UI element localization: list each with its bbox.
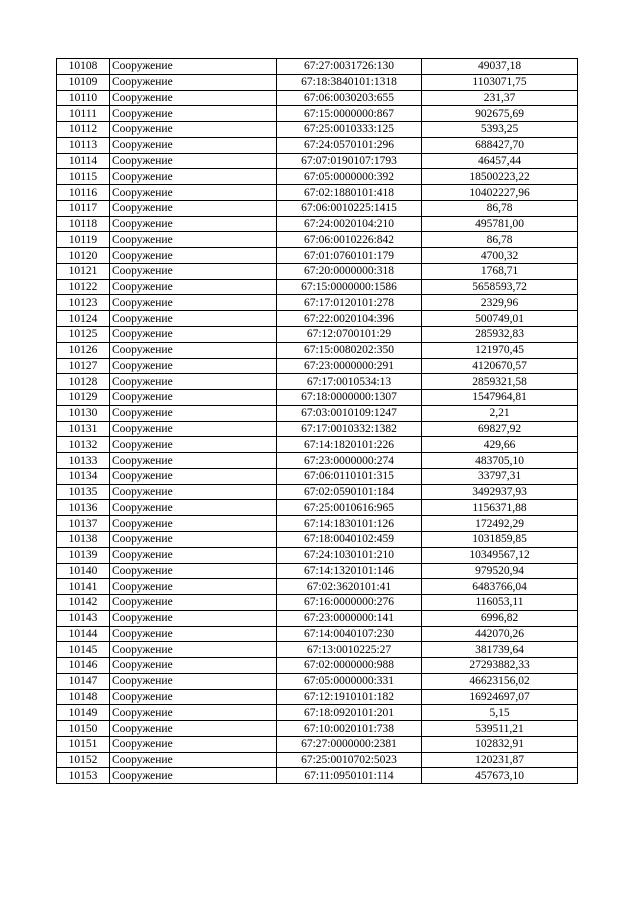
object-type-cell: Сооружение: [110, 595, 277, 611]
table-row: [57, 311, 578, 327]
object-type-cell: Сооружение: [110, 279, 277, 295]
object-type-cell: Сооружение: [110, 90, 277, 106]
table-row: [57, 232, 578, 248]
cadastral-value-cell: 121970,45: [422, 342, 578, 358]
cadastral-value-cell: 3492937,93: [422, 484, 578, 500]
table-row: [57, 610, 578, 626]
row-number-cell: 10133: [57, 453, 110, 469]
cadastral-value-cell: 500749,01: [422, 311, 578, 327]
cadastral-number-cell: 67:15:0000000:867: [277, 106, 422, 122]
object-type-cell: Сооружение: [110, 484, 277, 500]
cadastral-value-cell: 116053,11: [422, 595, 578, 611]
table-row: [57, 516, 578, 532]
object-type-cell: Сооружение: [110, 74, 277, 90]
table-row: [57, 153, 578, 169]
object-type-cell: Сооружение: [110, 547, 277, 563]
object-type-cell: Сооружение: [110, 232, 277, 248]
object-type-cell: Сооружение: [110, 610, 277, 626]
cadastral-value-cell: 120231,87: [422, 752, 578, 768]
cadastral-value-cell: 6483766,04: [422, 579, 578, 595]
table-row: [57, 689, 578, 705]
cadastral-number-cell: 67:18:0920101:201: [277, 705, 422, 721]
row-number-cell: 10131: [57, 421, 110, 437]
cadastral-value-cell: 2859321,58: [422, 374, 578, 390]
cadastral-number-cell: 67:14:1830101:126: [277, 516, 422, 532]
cadastral-value-cell: 18500223,22: [422, 169, 578, 185]
table-row: [57, 185, 578, 201]
cadastral-value-cell: 4120670,57: [422, 358, 578, 374]
table-row: [57, 106, 578, 122]
row-number-cell: 10129: [57, 390, 110, 406]
row-number-cell: 10134: [57, 468, 110, 484]
object-type-cell: Сооружение: [110, 437, 277, 453]
table-row: [57, 137, 578, 153]
cadastral-value-cell: 1103071,75: [422, 74, 578, 90]
cadastral-number-cell: 67:05:0000000:392: [277, 169, 422, 185]
cadastral-number-cell: 67:02:0590101:184: [277, 484, 422, 500]
cadastral-number-cell: 67:06:0110101:315: [277, 468, 422, 484]
cadastral-value-cell: 495781,00: [422, 216, 578, 232]
cadastral-number-cell: 67:03:0010109:1247: [277, 405, 422, 421]
table-row: [57, 405, 578, 421]
object-type-cell: Сооружение: [110, 106, 277, 122]
cadastral-value-cell: 86,78: [422, 232, 578, 248]
row-number-cell: 10111: [57, 106, 110, 122]
cadastral-value-cell: 46457,44: [422, 153, 578, 169]
cadastral-value-cell: 381739,64: [422, 642, 578, 658]
object-type-cell: Сооружение: [110, 327, 277, 343]
cadastral-value-cell: 46623156,02: [422, 673, 578, 689]
cadastral-value-cell: 539511,21: [422, 721, 578, 737]
row-number-cell: 10142: [57, 595, 110, 611]
row-number-cell: 10144: [57, 626, 110, 642]
table-row: [57, 74, 578, 90]
table-row: [57, 468, 578, 484]
cadastral-value-cell: 429,66: [422, 437, 578, 453]
table-row: [57, 59, 578, 75]
registry-table-body: [57, 59, 578, 784]
table-row: [57, 358, 578, 374]
cadastral-value-cell: 979520,94: [422, 563, 578, 579]
object-type-cell: Сооружение: [110, 563, 277, 579]
object-type-cell: Сооружение: [110, 705, 277, 721]
object-type-cell: Сооружение: [110, 516, 277, 532]
table-row: [57, 279, 578, 295]
row-number-cell: 10136: [57, 500, 110, 516]
cadastral-value-cell: 1547964,81: [422, 390, 578, 406]
row-number-cell: 10121: [57, 263, 110, 279]
object-type-cell: Сооружение: [110, 421, 277, 437]
table-row: [57, 122, 578, 138]
cadastral-value-cell: 285932,83: [422, 327, 578, 343]
table-row: [57, 90, 578, 106]
cadastral-value-cell: 5,15: [422, 705, 578, 721]
cadastral-value-cell: 1031859,85: [422, 531, 578, 547]
table-row: [57, 626, 578, 642]
object-type-cell: Сооружение: [110, 736, 277, 752]
cadastral-number-cell: 67:22:0020104:396: [277, 311, 422, 327]
cadastral-number-cell: 67:23:0000000:274: [277, 453, 422, 469]
table-row: [57, 484, 578, 500]
object-type-cell: Сооружение: [110, 500, 277, 516]
cadastral-number-cell: 67:25:0010702:5023: [277, 752, 422, 768]
cadastral-number-cell: 67:14:1320101:146: [277, 563, 422, 579]
cadastral-number-cell: 67:27:0031726:130: [277, 59, 422, 75]
table-row: [57, 390, 578, 406]
cadastral-number-cell: 67:12:0700101:29: [277, 327, 422, 343]
row-number-cell: 10148: [57, 689, 110, 705]
cadastral-number-cell: 67:18:0040102:459: [277, 531, 422, 547]
cadastral-value-cell: 4700,32: [422, 248, 578, 264]
cadastral-value-cell: 49037,18: [422, 59, 578, 75]
object-type-cell: Сооружение: [110, 689, 277, 705]
cadastral-value-cell: 27293882,33: [422, 658, 578, 674]
registry-table: [56, 58, 578, 784]
object-type-cell: Сооружение: [110, 390, 277, 406]
row-number-cell: 10139: [57, 547, 110, 563]
object-type-cell: Сооружение: [110, 768, 277, 784]
table-row: [57, 673, 578, 689]
cadastral-number-cell: 67:24:1030101:210: [277, 547, 422, 563]
object-type-cell: Сооружение: [110, 468, 277, 484]
object-type-cell: Сооружение: [110, 216, 277, 232]
row-number-cell: 10117: [57, 200, 110, 216]
cadastral-value-cell: 5393,25: [422, 122, 578, 138]
row-number-cell: 10147: [57, 673, 110, 689]
table-row: [57, 500, 578, 516]
cadastral-value-cell: 483705,10: [422, 453, 578, 469]
row-number-cell: 10119: [57, 232, 110, 248]
table-row: [57, 263, 578, 279]
cadastral-number-cell: 67:18:3840101:1318: [277, 74, 422, 90]
cadastral-value-cell: 16924697,07: [422, 689, 578, 705]
row-number-cell: 10120: [57, 248, 110, 264]
row-number-cell: 10128: [57, 374, 110, 390]
cadastral-number-cell: 67:23:0000000:291: [277, 358, 422, 374]
table-row: [57, 295, 578, 311]
cadastral-value-cell: 102832,91: [422, 736, 578, 752]
cadastral-number-cell: 67:25:0010333:125: [277, 122, 422, 138]
cadastral-number-cell: 67:01:0760101:179: [277, 248, 422, 264]
row-number-cell: 10132: [57, 437, 110, 453]
object-type-cell: Сооружение: [110, 122, 277, 138]
table-row: [57, 752, 578, 768]
cadastral-value-cell: 10402227,96: [422, 185, 578, 201]
cadastral-number-cell: 67:02:3620101:41: [277, 579, 422, 595]
row-number-cell: 10125: [57, 327, 110, 343]
cadastral-value-cell: 2,21: [422, 405, 578, 421]
object-type-cell: Сооружение: [110, 453, 277, 469]
row-number-cell: 10150: [57, 721, 110, 737]
row-number-cell: 10145: [57, 642, 110, 658]
object-type-cell: Сооружение: [110, 374, 277, 390]
table-row: [57, 327, 578, 343]
row-number-cell: 10137: [57, 516, 110, 532]
row-number-cell: 10112: [57, 122, 110, 138]
row-number-cell: 10110: [57, 90, 110, 106]
cadastral-value-cell: 69827,92: [422, 421, 578, 437]
cadastral-number-cell: 67:12:1910101:182: [277, 689, 422, 705]
object-type-cell: Сооружение: [110, 531, 277, 547]
cadastral-number-cell: 67:18:0000000:1307: [277, 390, 422, 406]
cadastral-number-cell: 67:14:1820101:226: [277, 437, 422, 453]
cadastral-value-cell: 86,78: [422, 200, 578, 216]
cadastral-number-cell: 67:17:0010534:13: [277, 374, 422, 390]
table-row: [57, 721, 578, 737]
cadastral-number-cell: 67:05:0000000:331: [277, 673, 422, 689]
table-row: [57, 658, 578, 674]
cadastral-number-cell: 67:17:0120101:278: [277, 295, 422, 311]
cadastral-number-cell: 67:06:0030203:655: [277, 90, 422, 106]
row-number-cell: 10151: [57, 736, 110, 752]
table-row: [57, 547, 578, 563]
cadastral-number-cell: 67:24:0570101:296: [277, 137, 422, 153]
object-type-cell: Сооружение: [110, 153, 277, 169]
table-row: [57, 595, 578, 611]
row-number-cell: 10130: [57, 405, 110, 421]
row-number-cell: 10135: [57, 484, 110, 500]
cadastral-number-cell: 67:06:0010226:842: [277, 232, 422, 248]
cadastral-value-cell: 457673,10: [422, 768, 578, 784]
row-number-cell: 10149: [57, 705, 110, 721]
cadastral-number-cell: 67:13:0010225:27: [277, 642, 422, 658]
cadastral-value-cell: 2329,96: [422, 295, 578, 311]
row-number-cell: 10126: [57, 342, 110, 358]
cadastral-number-cell: 67:02:0000000:988: [277, 658, 422, 674]
cadastral-number-cell: 67:27:0000000:2381: [277, 736, 422, 752]
cadastral-value-cell: 688427,70: [422, 137, 578, 153]
cadastral-number-cell: 67:02:1880101:418: [277, 185, 422, 201]
object-type-cell: Сооружение: [110, 248, 277, 264]
table-row: [57, 531, 578, 547]
row-number-cell: 10153: [57, 768, 110, 784]
cadastral-value-cell: 33797,31: [422, 468, 578, 484]
table-row: [57, 421, 578, 437]
cadastral-number-cell: 67:15:0000000:1586: [277, 279, 422, 295]
object-type-cell: Сооружение: [110, 405, 277, 421]
cadastral-number-cell: 67:15:0080202:350: [277, 342, 422, 358]
row-number-cell: 10109: [57, 74, 110, 90]
table-row: [57, 169, 578, 185]
table-row: [57, 453, 578, 469]
table-row: [57, 642, 578, 658]
table-row: [57, 705, 578, 721]
table-row: [57, 768, 578, 784]
row-number-cell: 10141: [57, 579, 110, 595]
row-number-cell: 10113: [57, 137, 110, 153]
cadastral-number-cell: 67:16:0000000:276: [277, 595, 422, 611]
cadastral-value-cell: 902675,69: [422, 106, 578, 122]
row-number-cell: 10123: [57, 295, 110, 311]
cadastral-number-cell: 67:11:0950101:114: [277, 768, 422, 784]
table-row: [57, 579, 578, 595]
row-number-cell: 10118: [57, 216, 110, 232]
object-type-cell: Сооружение: [110, 59, 277, 75]
row-number-cell: 10124: [57, 311, 110, 327]
table-row: [57, 216, 578, 232]
cadastral-value-cell: 1768,71: [422, 263, 578, 279]
row-number-cell: 10143: [57, 610, 110, 626]
object-type-cell: Сооружение: [110, 185, 277, 201]
cadastral-value-cell: 231,37: [422, 90, 578, 106]
object-type-cell: Сооружение: [110, 311, 277, 327]
row-number-cell: 10146: [57, 658, 110, 674]
row-number-cell: 10108: [57, 59, 110, 75]
row-number-cell: 10152: [57, 752, 110, 768]
object-type-cell: Сооружение: [110, 658, 277, 674]
table-row: [57, 248, 578, 264]
object-type-cell: Сооружение: [110, 642, 277, 658]
row-number-cell: 10114: [57, 153, 110, 169]
row-number-cell: 10115: [57, 169, 110, 185]
table-row: [57, 374, 578, 390]
cadastral-number-cell: 67:10:0020101:738: [277, 721, 422, 737]
object-type-cell: Сооружение: [110, 673, 277, 689]
cadastral-number-cell: 67:17:0010332:1382: [277, 421, 422, 437]
cadastral-value-cell: 1156371,88: [422, 500, 578, 516]
object-type-cell: Сооружение: [110, 721, 277, 737]
row-number-cell: 10122: [57, 279, 110, 295]
cadastral-value-cell: 5658593,72: [422, 279, 578, 295]
object-type-cell: Сооружение: [110, 137, 277, 153]
cadastral-value-cell: 6996,82: [422, 610, 578, 626]
object-type-cell: Сооружение: [110, 358, 277, 374]
table-row: [57, 342, 578, 358]
row-number-cell: 10138: [57, 531, 110, 547]
cadastral-number-cell: 67:06:0010225:1415: [277, 200, 422, 216]
cadastral-number-cell: 67:20:0000000:318: [277, 263, 422, 279]
cadastral-value-cell: 172492,29: [422, 516, 578, 532]
object-type-cell: Сооружение: [110, 579, 277, 595]
object-type-cell: Сооружение: [110, 626, 277, 642]
object-type-cell: Сооружение: [110, 342, 277, 358]
table-row: [57, 563, 578, 579]
object-type-cell: Сооружение: [110, 752, 277, 768]
object-type-cell: Сооружение: [110, 200, 277, 216]
row-number-cell: 10116: [57, 185, 110, 201]
cadastral-value-cell: 10349567,12: [422, 547, 578, 563]
table-row: [57, 200, 578, 216]
cadastral-number-cell: 67:23:0000000:141: [277, 610, 422, 626]
cadastral-value-cell: 442070,26: [422, 626, 578, 642]
table-row: [57, 437, 578, 453]
row-number-cell: 10140: [57, 563, 110, 579]
object-type-cell: Сооружение: [110, 263, 277, 279]
table-row: [57, 736, 578, 752]
cadastral-number-cell: 67:14:0040107:230: [277, 626, 422, 642]
row-number-cell: 10127: [57, 358, 110, 374]
cadastral-number-cell: 67:24:0020104:210: [277, 216, 422, 232]
cadastral-number-cell: 67:25:0010616:965: [277, 500, 422, 516]
object-type-cell: Сооружение: [110, 169, 277, 185]
object-type-cell: Сооружение: [110, 295, 277, 311]
cadastral-number-cell: 67:07:0190107:1793: [277, 153, 422, 169]
